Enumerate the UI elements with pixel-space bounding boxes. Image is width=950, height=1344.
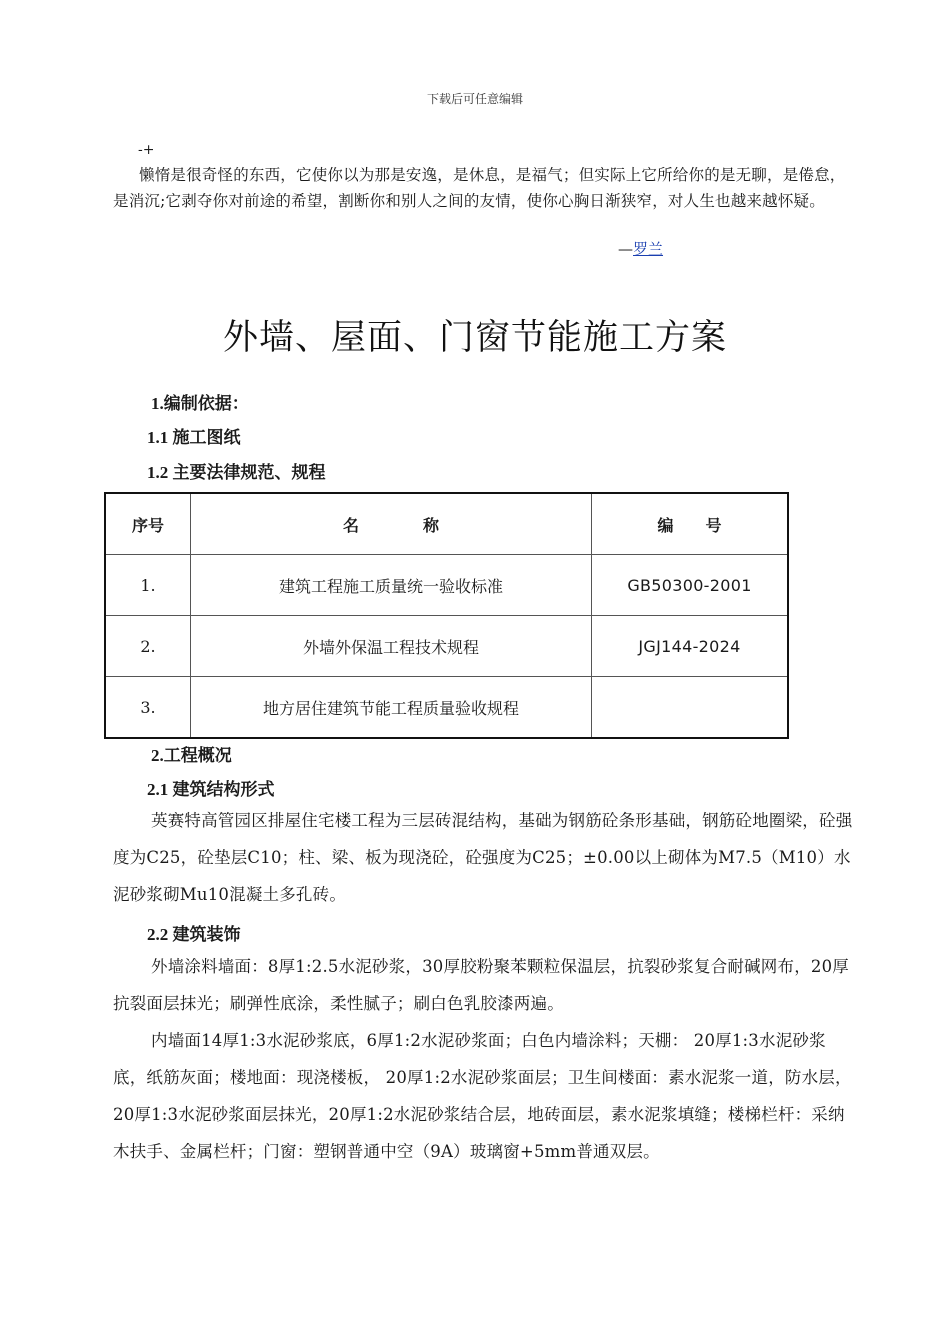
standards-table: [104, 492, 789, 739]
cell-code: JGJ144-2024: [592, 616, 789, 677]
cell-code: GB50300-2001: [592, 555, 789, 616]
header-cell-code: 编 号: [592, 493, 789, 555]
cell-no: 2.: [105, 616, 191, 677]
cell-name: 建筑工程施工质量统一验收标准: [191, 555, 592, 616]
attribution-dash: —: [618, 240, 633, 258]
header-cell-name: 名 称: [191, 493, 592, 555]
quote-text: 懒惰是很奇怪的东西，它使你以为那是安逸，是休息，是福气；但实际上它所给你的是无聊，是倦怠，是消沉;它剥夺你对前途的希望，割断你和别人之间的友情，使你心胸日渐狭窄，对人生也越来越怀疑。: [113, 166, 846, 210]
table-row: [105, 677, 788, 739]
table-row: [105, 616, 788, 677]
section-heading-2-1: 2.1 建筑结构形式: [147, 780, 275, 799]
author-link[interactable]: 罗兰: [633, 240, 664, 258]
cell-no: 1.: [105, 555, 191, 616]
cell-code: [592, 677, 789, 739]
section-heading-1-2: 1.2 主要法律规范、规程: [147, 463, 326, 482]
header-note: 下载后可任意编辑: [426, 92, 523, 106]
cell-name: 地方居住建筑节能工程质量验收规程: [191, 677, 592, 739]
section-heading-2: 2.工程概况: [151, 746, 232, 765]
section-heading-2-2: 2.2 建筑装饰: [147, 925, 241, 944]
paragraph-structure: 英赛特高管园区排屋住宅楼工程为三层砖混结构，基础为钢筋砼条形基础，钢筋砼地圈梁，砼强度为C25，砼垫层C10；柱、梁、板为现浇砼，砼强度为C25；±0.00以上砌体为M7.5（M10）水泥砂浆砌Mu10混凝土多孔砖。: [113, 811, 853, 904]
quote-attribution: [618, 238, 663, 259]
section-heading-1-1: 1.1 施工图纸: [147, 428, 241, 447]
paragraph-interior: 内墙面14厚1:3水泥砂浆底，6厚1:2水泥砂浆面；白色内墙涂料；天棚： 20厚1:3水泥砂浆底，纸筋灰面；楼地面：现浇楼板， 20厚1:2水泥砂浆面层；卫生间楼面：素水泥浆一道，防水层，20厚1:3水泥砂浆面层抹光，20厚1:2水泥砂浆结合层，地砖面层，素水泥浆填缝；楼梯栏杆：采纳木扶手、金属栏杆；门窗：塑钢普通中空（9A）玻璃窗+5mm普通双层。: [113, 1031, 852, 1161]
cell-name: 外墙外保温工程技术规程: [191, 616, 592, 677]
table-row: [105, 555, 788, 616]
document-title: 外墙、屋面、门窗节能施工方案: [222, 318, 727, 358]
header-cell-no: 序号: [105, 493, 191, 555]
cell-no: 3.: [105, 677, 191, 739]
paragraph-exterior: 外墙涂料墙面：8厚1:2.5水泥砂浆，30厚胶粉聚苯颗粒保温层，抗裂砂浆复合耐碱网布，20厚抗裂面层抹光；刷弹性底涂，柔性腻子；刷白色乳胶漆两遍。: [113, 957, 849, 1013]
section-heading-1: 1.编制依据：: [151, 394, 249, 413]
table-header-row: [105, 493, 788, 555]
list-marker: -+: [138, 142, 155, 158]
